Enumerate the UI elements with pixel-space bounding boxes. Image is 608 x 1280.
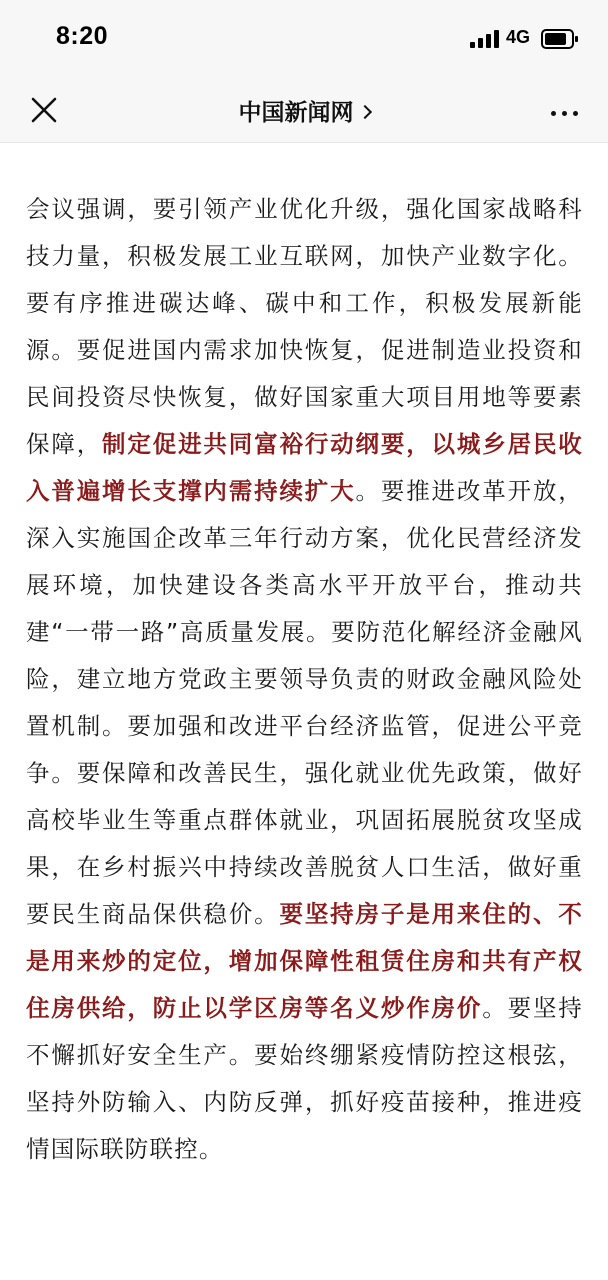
battery-icon [541,29,579,49]
article-text: 。要推进改革开放，深入实施国企改革三年行动方案，优化民营经济发展环境，加快建设各类高水平开放平台，推动共建“一带一路”高质量发展。要防范化解经济金融风险，建立地方党政主要领导负责的财政金融风险处置机制。要加强和改进平台经济监管，促进公平竞争。要保障和改善民生，强化就业优先政策，做好高校毕业生等重点群体就业，巩固拓展脱贫攻坚成果，在乡村振兴中持续改善脱贫人口生活，做好重要民生商品保供稳价。 [26,477,583,928]
article-body [26,186,583,1173]
page-title: 中国新闻网 [238,100,354,126]
article-highlight: 制定促进共同富裕行动纲要，以城乡居民收入普遍增长支撑内需持续扩大 [26,430,583,505]
nav-bar [0,78,608,143]
signal-icon [470,30,500,48]
network-type: 4G [506,27,531,47]
article-text: 会议强调，要引领产业优化升级，强化国家战略科技力量，积极发展工业互联网，加快产业数字化。要有序推进碳达峰、碳中和工作，积极发展新能源。要促进国内需求加快恢复，促进制造业投资和民间投资尽快恢复，做好国家重大项目用地等要素保障， [26,195,583,458]
more-icon [548,101,581,120]
status-bar [0,0,608,78]
chevron-right-icon [357,105,371,119]
account-title-link[interactable] [0,94,608,127]
article-highlight: 要坚持房子是用来住的、不是用来炒的定位，增加保障性租赁住房和共有产权住房供给，防止以学区房等名义炒作房价 [26,900,584,1022]
status-time: 8:20 [56,22,109,50]
more-button[interactable] [544,90,584,130]
article-text: 。要坚持不懈抓好安全生产。要始终绷紧疫情防控这根弦，坚持外防输入、内防反弹，抓好疫苗接种，推进疫情国际联防联控。 [26,994,583,1163]
